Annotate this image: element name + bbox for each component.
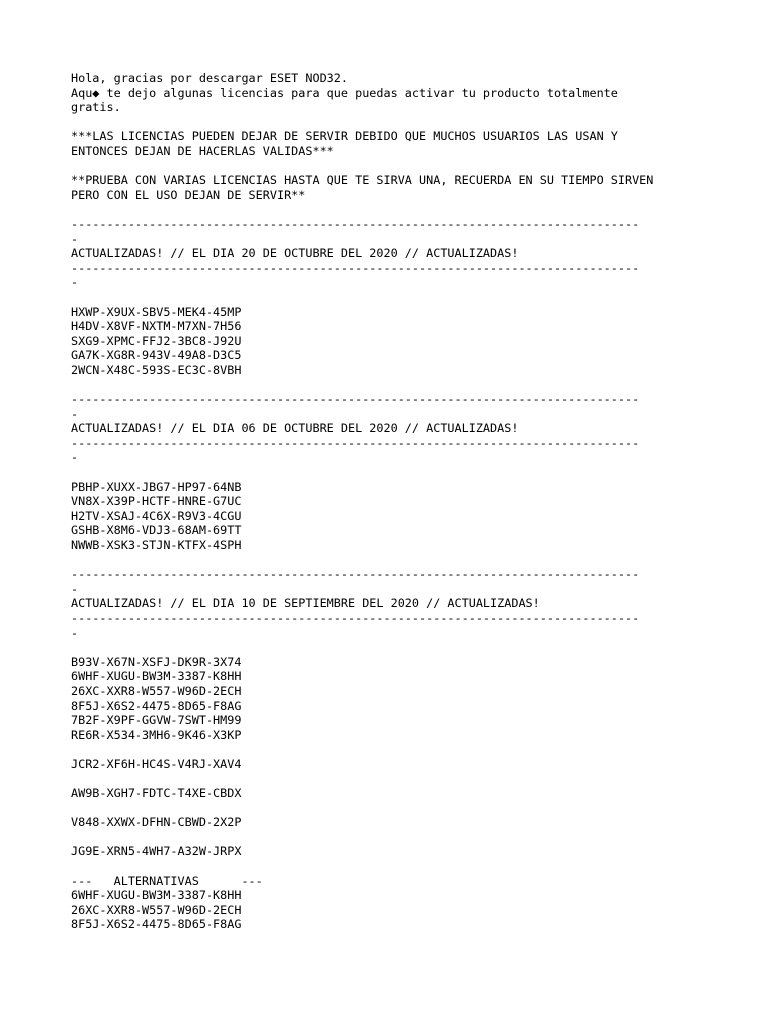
license-key: 26XC-XXR8-W557-W96D-2ECH bbox=[71, 902, 242, 917]
blank-line bbox=[71, 859, 711, 874]
blank-line bbox=[71, 801, 711, 816]
tip-line: **PRUEBA CON VARIAS LICENCIAS HASTA QUE TE SIRVA UNA, RECUERDA EN SU TIEMPO SIRVEN bbox=[71, 173, 654, 188]
blank-line bbox=[71, 830, 711, 845]
license-key: 26XC-XXR8-W557-W96D-2ECH bbox=[71, 683, 242, 698]
separator-tail: - bbox=[71, 231, 79, 246]
separator: -------------------------------------------------------------------------------- bbox=[71, 610, 640, 625]
license-key: V848-XXWX-DFHN-CBWD-2X2P bbox=[71, 815, 242, 830]
license-key: 6WHF-XUGU-BW3M-3387-K8HH bbox=[71, 888, 242, 903]
license-key: HXWP-X9UX-SBV5-MEK4-45MP bbox=[71, 304, 242, 319]
license-key: GSHB-X8M6-VDJ3-68AM-69TT bbox=[71, 523, 242, 538]
license-key: SXG9-XPMC-FFJ2-3BC8-J92U bbox=[71, 333, 242, 348]
separator: -------------------------------------------------------------------------------- bbox=[71, 435, 640, 450]
separator-tail: - bbox=[71, 406, 79, 421]
tip-line: PERO CON EL USO DEJAN DE SERVIR** bbox=[71, 187, 306, 202]
license-key: 6WHF-XUGU-BW3M-3387-K8HH bbox=[71, 669, 242, 684]
blank-line bbox=[71, 772, 711, 787]
license-key: 8F5J-X6S2-4475-8D65-F8AG bbox=[71, 698, 242, 713]
separator-tail: - bbox=[71, 450, 79, 465]
warning-line: ENTONCES DEJAN DE HACERLAS VALIDAS*** bbox=[71, 143, 334, 158]
license-key: B93V-X67N-XSFJ-DK9R-3X74 bbox=[71, 654, 242, 669]
blank-line bbox=[71, 742, 711, 757]
license-key: H4DV-X8VF-NXTM-M7XN-7H56 bbox=[71, 319, 242, 334]
intro-line: Aqu◆ te dejo algunas licencias para que puedas activar tu producto totalmente bbox=[71, 85, 618, 100]
license-key: H2TV-XSAJ-4C6X-R9V3-4CGU bbox=[71, 508, 242, 523]
license-key: JG9E-XRN5-4WH7-A32W-JRPX bbox=[71, 844, 242, 859]
separator: -------------------------------------------------------------------------------- bbox=[71, 216, 640, 231]
separator: -------------------------------------------------------------------------------- bbox=[71, 260, 640, 275]
blank-line bbox=[71, 202, 711, 217]
blank-line bbox=[71, 465, 711, 480]
license-key: JCR2-XF6H-HC4S-V4RJ-XAV4 bbox=[71, 756, 242, 771]
section-header: ACTUALIZADAS! // EL DIA 20 DE OCTUBRE DEL 2020 // ACTUALIZADAS! bbox=[71, 246, 519, 261]
intro-line: gratis. bbox=[71, 100, 121, 115]
intro-greeting: Hola, gracias por descargar ESET NOD32. bbox=[71, 71, 348, 85]
blank-line bbox=[71, 640, 711, 655]
separator-tail: - bbox=[71, 625, 79, 640]
blank-line bbox=[71, 115, 711, 130]
license-key: GA7K-XG8R-943V-49A8-D3C5 bbox=[71, 348, 242, 363]
alternatives-header: --- ALTERNATIVAS --- bbox=[71, 873, 263, 888]
blank-line bbox=[71, 377, 711, 392]
document-page bbox=[71, 71, 711, 932]
separator-tail: - bbox=[71, 275, 79, 290]
warning-line: ***LAS LICENCIAS PUEDEN DEJAR DE SERVIR DEBIDO QUE MUCHOS USUARIOS LAS USAN Y bbox=[71, 129, 618, 144]
license-key: 7B2F-X9PF-GGVW-7SWT-HM99 bbox=[71, 713, 242, 728]
license-key: VN8X-X39P-HCTF-HNRE-G7UC bbox=[71, 494, 242, 509]
blank-line bbox=[71, 553, 711, 568]
license-key: RE6R-X534-3MH6-9K46-X3KP bbox=[71, 727, 242, 742]
blank-line bbox=[71, 290, 711, 305]
separator: -------------------------------------------------------------------------------- bbox=[71, 392, 640, 407]
blank-line bbox=[71, 159, 711, 174]
separator-tail: - bbox=[71, 581, 79, 596]
license-key: 2WCN-X48C-593S-EC3C-8VBH bbox=[71, 362, 242, 377]
license-key: 8F5J-X6S2-4475-8D65-F8AG bbox=[71, 917, 242, 932]
section-header: ACTUALIZADAS! // EL DIA 10 DE SEPTIEMBRE DEL 2020 // ACTUALIZADAS! bbox=[71, 596, 540, 611]
separator: -------------------------------------------------------------------------------- bbox=[71, 567, 640, 582]
section-header: ACTUALIZADAS! // EL DIA 06 DE OCTUBRE DEL 2020 // ACTUALIZADAS! bbox=[71, 421, 519, 436]
license-key: PBHP-XUXX-JBG7-HP97-64NB bbox=[71, 479, 242, 494]
license-key: AW9B-XGH7-FDTC-T4XE-CBDX bbox=[71, 786, 242, 801]
license-key: NWWB-XSK3-STJN-KTFX-4SPH bbox=[71, 538, 242, 552]
